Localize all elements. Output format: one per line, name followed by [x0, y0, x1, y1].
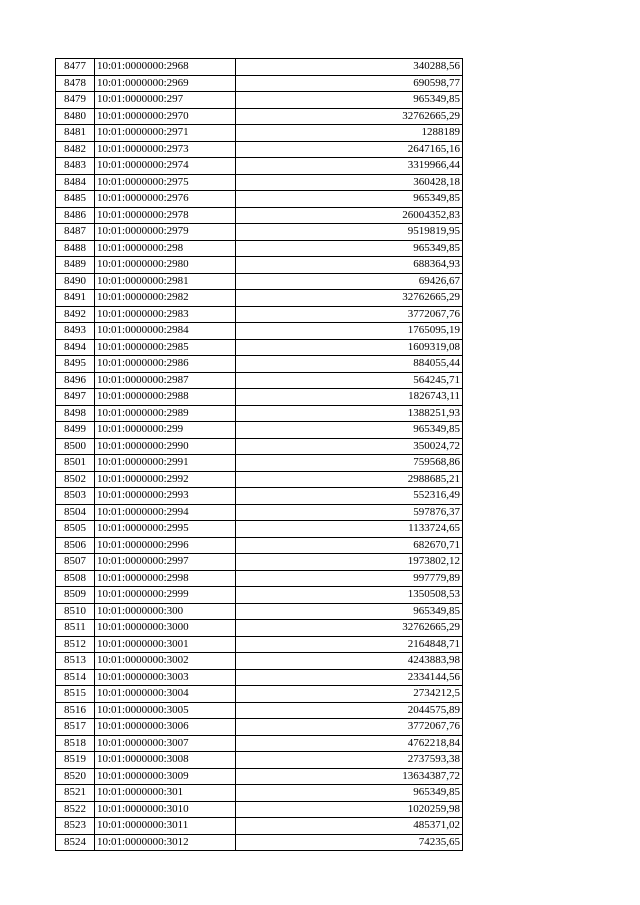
value-cell: 1765095,19: [236, 323, 463, 340]
row-number-cell: 8498: [56, 405, 95, 422]
row-number-cell: 8518: [56, 735, 95, 752]
value-cell: 552316,49: [236, 488, 463, 505]
row-number-cell: 8487: [56, 224, 95, 241]
table-row: [56, 669, 463, 686]
cadastral-number-cell: 10:01:0000000:3007: [95, 735, 236, 752]
table-row: [56, 537, 463, 554]
table-row: [56, 471, 463, 488]
cadastral-number-cell: 10:01:0000000:3009: [95, 768, 236, 785]
table-row: [56, 372, 463, 389]
cadastral-number-cell: 10:01:0000000:2968: [95, 59, 236, 76]
cadastral-number-cell: 10:01:0000000:2990: [95, 438, 236, 455]
value-cell: 1609319,08: [236, 339, 463, 356]
table-row: [56, 455, 463, 472]
value-cell: 3772067,76: [236, 306, 463, 323]
table-row: [56, 125, 463, 142]
table-row: [56, 174, 463, 191]
value-cell: 360428,18: [236, 174, 463, 191]
row-number-cell: 8524: [56, 834, 95, 851]
cadastral-number-cell: 10:01:0000000:3001: [95, 636, 236, 653]
table-row: [56, 636, 463, 653]
table-row: [56, 290, 463, 307]
table-row: [56, 141, 463, 158]
value-cell: 759568,86: [236, 455, 463, 472]
row-number-cell: 8507: [56, 554, 95, 571]
cadastral-number-cell: 10:01:0000000:3000: [95, 620, 236, 637]
row-number-cell: 8502: [56, 471, 95, 488]
value-cell: 688364,93: [236, 257, 463, 274]
value-cell: 1133724,65: [236, 521, 463, 538]
cadastral-number-cell: 10:01:0000000:3004: [95, 686, 236, 703]
row-number-cell: 8485: [56, 191, 95, 208]
cadastral-number-cell: 10:01:0000000:2999: [95, 587, 236, 604]
cadastral-number-cell: 10:01:0000000:3005: [95, 702, 236, 719]
row-number-cell: 8491: [56, 290, 95, 307]
value-cell: 32762665,29: [236, 620, 463, 637]
cadastral-number-cell: 10:01:0000000:2986: [95, 356, 236, 373]
value-cell: 997779,89: [236, 570, 463, 587]
cadastral-number-cell: 10:01:0000000:3011: [95, 818, 236, 835]
row-number-cell: 8509: [56, 587, 95, 604]
row-number-cell: 8484: [56, 174, 95, 191]
cadastral-number-cell: 10:01:0000000:2975: [95, 174, 236, 191]
table-row: [56, 570, 463, 587]
value-cell: 884055,44: [236, 356, 463, 373]
table-row: [56, 554, 463, 571]
table-row: [56, 768, 463, 785]
cadastral-number-cell: 10:01:0000000:2992: [95, 471, 236, 488]
cadastral-number-cell: 10:01:0000000:300: [95, 603, 236, 620]
cadastral-number-cell: 10:01:0000000:2973: [95, 141, 236, 158]
value-cell: 350024,72: [236, 438, 463, 455]
value-cell: 1826743,11: [236, 389, 463, 406]
row-number-cell: 8508: [56, 570, 95, 587]
table-row: [56, 603, 463, 620]
cadastral-number-cell: 10:01:0000000:2988: [95, 389, 236, 406]
table-body: [56, 59, 463, 851]
value-cell: 2988685,21: [236, 471, 463, 488]
value-cell: 965349,85: [236, 191, 463, 208]
row-number-cell: 8513: [56, 653, 95, 670]
value-cell: 2647165,16: [236, 141, 463, 158]
table-row: [56, 834, 463, 851]
value-cell: 965349,85: [236, 603, 463, 620]
table-row: [56, 207, 463, 224]
cadastral-number-cell: 10:01:0000000:2983: [95, 306, 236, 323]
cadastral-number-cell: 10:01:0000000:2979: [95, 224, 236, 241]
cadastral-number-cell: 10:01:0000000:2978: [95, 207, 236, 224]
cadastral-number-cell: 10:01:0000000:301: [95, 785, 236, 802]
row-number-cell: 8489: [56, 257, 95, 274]
row-number-cell: 8501: [56, 455, 95, 472]
table-row: [56, 785, 463, 802]
cadastral-number-cell: 10:01:0000000:3003: [95, 669, 236, 686]
table-row: [56, 356, 463, 373]
row-number-cell: 8495: [56, 356, 95, 373]
row-number-cell: 8519: [56, 752, 95, 769]
row-number-cell: 8514: [56, 669, 95, 686]
table-row: [56, 389, 463, 406]
row-number-cell: 8517: [56, 719, 95, 736]
table-row: [56, 422, 463, 439]
table-row: [56, 504, 463, 521]
table-row: [56, 801, 463, 818]
row-number-cell: 8515: [56, 686, 95, 703]
value-cell: 485371,02: [236, 818, 463, 835]
row-number-cell: 8483: [56, 158, 95, 175]
table-row: [56, 108, 463, 125]
table-row: [56, 735, 463, 752]
cadastral-number-cell: 10:01:0000000:3002: [95, 653, 236, 670]
value-cell: 32762665,29: [236, 108, 463, 125]
cadastral-number-cell: 10:01:0000000:3006: [95, 719, 236, 736]
row-number-cell: 8523: [56, 818, 95, 835]
cadastral-number-cell: 10:01:0000000:3010: [95, 801, 236, 818]
table-row: [56, 339, 463, 356]
value-cell: 564245,71: [236, 372, 463, 389]
value-cell: 690598,77: [236, 75, 463, 92]
cadastral-number-cell: 10:01:0000000:3008: [95, 752, 236, 769]
row-number-cell: 8488: [56, 240, 95, 257]
row-number-cell: 8499: [56, 422, 95, 439]
value-cell: 1388251,93: [236, 405, 463, 422]
cadastral-number-cell: 10:01:0000000:2971: [95, 125, 236, 142]
value-cell: 1973802,12: [236, 554, 463, 571]
cadastral-number-cell: 10:01:0000000:2976: [95, 191, 236, 208]
cadastral-number-cell: 10:01:0000000:2997: [95, 554, 236, 571]
row-number-cell: 8482: [56, 141, 95, 158]
value-cell: 2737593,38: [236, 752, 463, 769]
row-number-cell: 8493: [56, 323, 95, 340]
table-row: [56, 587, 463, 604]
row-number-cell: 8511: [56, 620, 95, 637]
cadastral-number-cell: 10:01:0000000:2991: [95, 455, 236, 472]
table-row: [56, 273, 463, 290]
value-cell: 74235,65: [236, 834, 463, 851]
table-row: [56, 224, 463, 241]
row-number-cell: 8503: [56, 488, 95, 505]
row-number-cell: 8496: [56, 372, 95, 389]
value-cell: 2734212,5: [236, 686, 463, 703]
cadastral-number-cell: 10:01:0000000:2987: [95, 372, 236, 389]
value-cell: 13634387,72: [236, 768, 463, 785]
cadastral-number-cell: 10:01:0000000:2970: [95, 108, 236, 125]
cadastral-number-cell: 10:01:0000000:297: [95, 92, 236, 109]
row-number-cell: 8486: [56, 207, 95, 224]
table-row: [56, 719, 463, 736]
value-cell: 4762218,84: [236, 735, 463, 752]
cadastral-number-cell: 10:01:0000000:299: [95, 422, 236, 439]
table-row: [56, 323, 463, 340]
data-table: [55, 58, 463, 851]
value-cell: 32762665,29: [236, 290, 463, 307]
cadastral-number-cell: 10:01:0000000:2998: [95, 570, 236, 587]
row-number-cell: 8492: [56, 306, 95, 323]
cadastral-number-cell: 10:01:0000000:298: [95, 240, 236, 257]
value-cell: 26004352,83: [236, 207, 463, 224]
row-number-cell: 8520: [56, 768, 95, 785]
row-number-cell: 8512: [56, 636, 95, 653]
cadastral-number-cell: 10:01:0000000:2989: [95, 405, 236, 422]
row-number-cell: 8494: [56, 339, 95, 356]
row-number-cell: 8479: [56, 92, 95, 109]
cadastral-number-cell: 10:01:0000000:2980: [95, 257, 236, 274]
row-number-cell: 8477: [56, 59, 95, 76]
value-cell: 4243883,98: [236, 653, 463, 670]
value-cell: 965349,85: [236, 240, 463, 257]
row-number-cell: 8516: [56, 702, 95, 719]
table-row: [56, 191, 463, 208]
cadastral-number-cell: 10:01:0000000:2981: [95, 273, 236, 290]
table-row: [56, 240, 463, 257]
cadastral-number-cell: 10:01:0000000:2995: [95, 521, 236, 538]
value-cell: 1020259,98: [236, 801, 463, 818]
value-cell: 965349,85: [236, 785, 463, 802]
value-cell: 340288,56: [236, 59, 463, 76]
table-row: [56, 59, 463, 76]
value-cell: 2334144,56: [236, 669, 463, 686]
table-row: [56, 92, 463, 109]
table-row: [56, 306, 463, 323]
row-number-cell: 8506: [56, 537, 95, 554]
table-row: [56, 405, 463, 422]
value-cell: 1350508,53: [236, 587, 463, 604]
row-number-cell: 8521: [56, 785, 95, 802]
row-number-cell: 8480: [56, 108, 95, 125]
table-row: [56, 653, 463, 670]
table-row: [56, 818, 463, 835]
table-row: [56, 488, 463, 505]
cadastral-number-cell: 10:01:0000000:2974: [95, 158, 236, 175]
row-number-cell: 8510: [56, 603, 95, 620]
value-cell: 682670,71: [236, 537, 463, 554]
cadastral-number-cell: 10:01:0000000:2982: [95, 290, 236, 307]
value-cell: 3772067,76: [236, 719, 463, 736]
table-row: [56, 702, 463, 719]
cadastral-number-cell: 10:01:0000000:2993: [95, 488, 236, 505]
row-number-cell: 8505: [56, 521, 95, 538]
table-row: [56, 620, 463, 637]
cadastral-number-cell: 10:01:0000000:3012: [95, 834, 236, 851]
table-row: [56, 257, 463, 274]
cadastral-number-cell: 10:01:0000000:2969: [95, 75, 236, 92]
row-number-cell: 8504: [56, 504, 95, 521]
value-cell: 597876,37: [236, 504, 463, 521]
value-cell: 69426,67: [236, 273, 463, 290]
cadastral-number-cell: 10:01:0000000:2984: [95, 323, 236, 340]
row-number-cell: 8478: [56, 75, 95, 92]
value-cell: 2044575,89: [236, 702, 463, 719]
row-number-cell: 8522: [56, 801, 95, 818]
cadastral-number-cell: 10:01:0000000:2985: [95, 339, 236, 356]
cadastral-number-cell: 10:01:0000000:2996: [95, 537, 236, 554]
cadastral-number-cell: 10:01:0000000:2994: [95, 504, 236, 521]
table-row: [56, 158, 463, 175]
table-row: [56, 521, 463, 538]
table-row: [56, 686, 463, 703]
row-number-cell: 8490: [56, 273, 95, 290]
value-cell: 2164848,71: [236, 636, 463, 653]
table-row: [56, 752, 463, 769]
value-cell: 965349,85: [236, 92, 463, 109]
row-number-cell: 8481: [56, 125, 95, 142]
value-cell: 9519819,95: [236, 224, 463, 241]
value-cell: 3319966,44: [236, 158, 463, 175]
value-cell: 965349,85: [236, 422, 463, 439]
value-cell: 1288189: [236, 125, 463, 142]
table-row: [56, 438, 463, 455]
row-number-cell: 8500: [56, 438, 95, 455]
table-row: [56, 75, 463, 92]
row-number-cell: 8497: [56, 389, 95, 406]
